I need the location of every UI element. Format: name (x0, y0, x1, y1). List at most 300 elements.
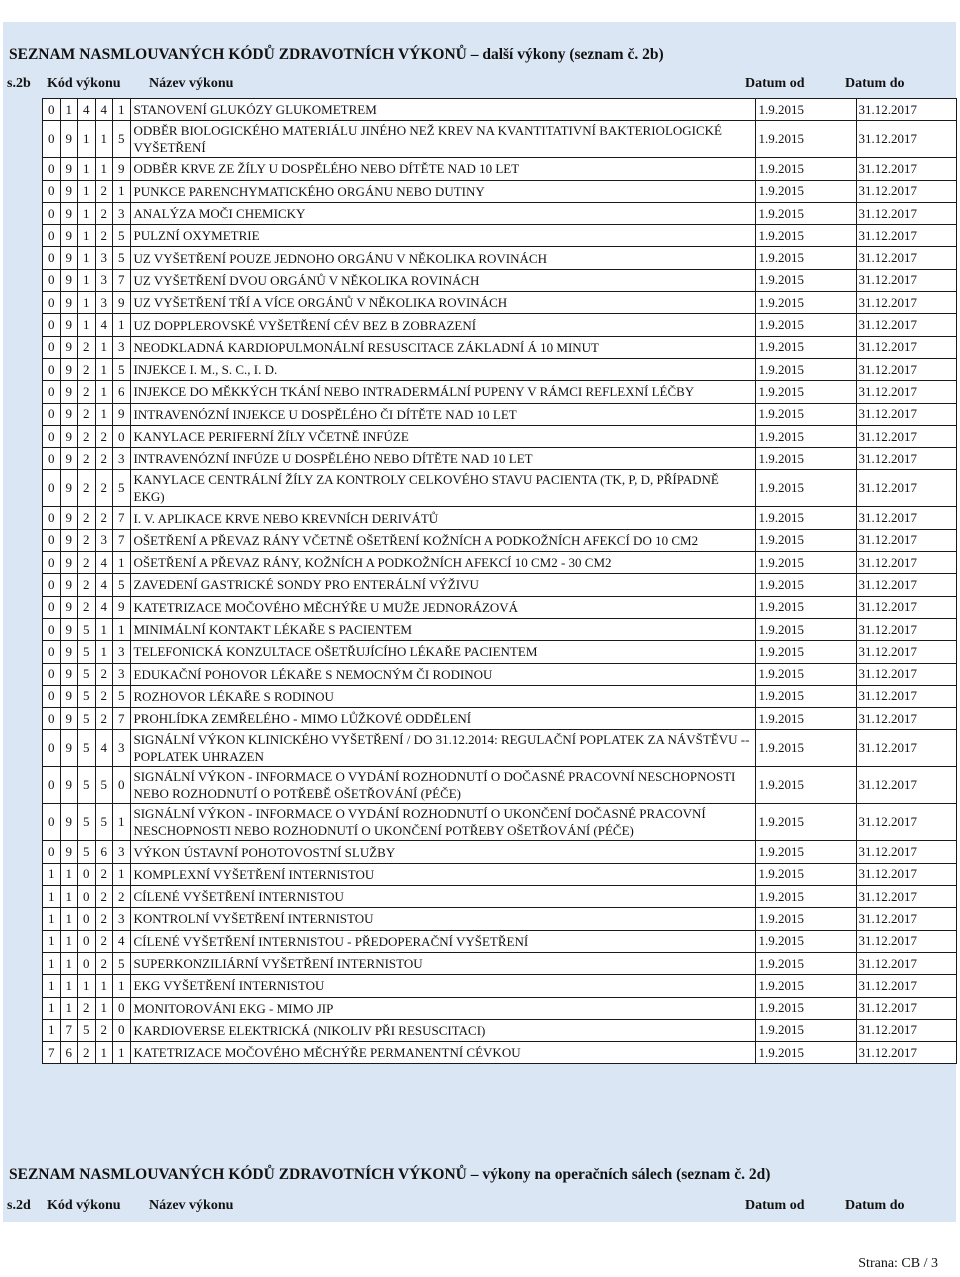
service-name: ANALÝZA MOČI CHEMICKY (130, 202, 755, 224)
date-from: 1.9.2015 (755, 202, 856, 224)
date-to: 31.12.2017 (856, 292, 956, 314)
date-to: 31.12.2017 (856, 663, 956, 685)
code-digit: 4 (95, 730, 113, 767)
code-digit: 9 (113, 596, 131, 618)
code-digit: 0 (78, 886, 96, 908)
code-digit: 5 (78, 618, 96, 640)
table-row (43, 952, 957, 974)
date-to: 31.12.2017 (856, 529, 956, 551)
code-digit: 1 (60, 975, 78, 997)
code-digit: 5 (113, 358, 131, 380)
header-date-to: Datum do (845, 1198, 905, 1213)
table-row (43, 225, 957, 247)
date-to: 31.12.2017 (856, 552, 956, 574)
table-row (43, 99, 957, 121)
code-digit: 3 (113, 730, 131, 767)
code-digit: 0 (43, 767, 61, 804)
date-to: 31.12.2017 (856, 225, 956, 247)
code-digit: 1 (113, 1042, 131, 1064)
section-title-2d: SEZNAM NASMLOUVANÝCH KÓDŮ ZDRAVOTNÍCH VÝKONŮ – výkony na operačních sálech (seznam č. 2d) (9, 1166, 771, 1183)
service-name: NEODKLADNÁ KARDIOPULMONÁLNÍ RESUSCITACE ZÁKLADNÍ Á 10 MINUT (130, 336, 755, 358)
date-to: 31.12.2017 (856, 269, 956, 291)
code-digit: 1 (113, 863, 131, 885)
code-digit: 3 (95, 269, 113, 291)
code-digit: 9 (60, 403, 78, 425)
code-digit: 9 (60, 804, 78, 841)
code-digit: 1 (113, 180, 131, 202)
date-from: 1.9.2015 (755, 685, 856, 707)
code-digit: 9 (60, 708, 78, 730)
code-digit: 2 (95, 425, 113, 447)
date-from: 1.9.2015 (755, 767, 856, 804)
code-digit: 0 (43, 358, 61, 380)
code-digit: 9 (60, 225, 78, 247)
table-row (43, 202, 957, 224)
code-digit: 9 (60, 529, 78, 551)
table-row (43, 767, 957, 804)
table-row (43, 841, 957, 863)
code-digit: 2 (95, 180, 113, 202)
code-digit: 5 (113, 952, 131, 974)
table-row (43, 663, 957, 685)
date-from: 1.9.2015 (755, 930, 856, 952)
services-table-2b (42, 98, 957, 1064)
code-digit: 1 (78, 292, 96, 314)
date-from: 1.9.2015 (755, 336, 856, 358)
code-digit: 1 (78, 158, 96, 180)
service-name: KATETRIZACE MOČOVÉHO MĚCHÝŘE U MUŽE JEDNORÁZOVÁ (130, 596, 755, 618)
date-from: 1.9.2015 (755, 247, 856, 269)
code-digit: 0 (43, 121, 61, 158)
code-digit: 1 (43, 908, 61, 930)
code-digit: 3 (113, 202, 131, 224)
date-from: 1.9.2015 (755, 425, 856, 447)
code-digit: 5 (113, 685, 131, 707)
header-name: Název výkonu (149, 76, 234, 91)
date-to: 31.12.2017 (856, 202, 956, 224)
code-digit: 9 (60, 202, 78, 224)
code-digit: 1 (43, 975, 61, 997)
service-name: ODBĚR BIOLOGICKÉHO MATERIÁLU JINÉHO NEŽ KREV NA KVANTITATIVNÍ BAKTERIOLOGICKÉ VYŠETŘENÍ (130, 121, 755, 158)
code-digit: 0 (43, 663, 61, 685)
code-digit: 1 (95, 158, 113, 180)
date-to: 31.12.2017 (856, 767, 956, 804)
table-row (43, 292, 957, 314)
date-from: 1.9.2015 (755, 886, 856, 908)
table-row (43, 574, 957, 596)
header-date-from: Datum od (745, 1198, 805, 1213)
table-row (43, 269, 957, 291)
table-row (43, 158, 957, 180)
date-to: 31.12.2017 (856, 507, 956, 529)
date-from: 1.9.2015 (755, 158, 856, 180)
code-digit: 9 (60, 730, 78, 767)
code-digit: 4 (113, 930, 131, 952)
table-row (43, 886, 957, 908)
code-digit: 3 (95, 247, 113, 269)
code-digit: 0 (43, 180, 61, 202)
service-name: SIGNÁLNÍ VÝKON KLINICKÉHO VYŠETŘENÍ / DO 31.12.2014: REGULAČNÍ POPLATEK ZA NÁVŠTĚVU -- POPLATEK UHRAZEN (130, 730, 755, 767)
table-row (43, 470, 957, 507)
date-to: 31.12.2017 (856, 314, 956, 336)
code-digit: 1 (95, 358, 113, 380)
code-digit: 3 (95, 292, 113, 314)
date-from: 1.9.2015 (755, 952, 856, 974)
code-digit: 9 (113, 158, 131, 180)
service-name: INTRAVENÓZNÍ INJEKCE U DOSPĚLÉHO ČI DÍTĚTE NAD 10 LET (130, 403, 755, 425)
service-name: ZAVEDENÍ GASTRICKÉ SONDY PRO ENTERÁLNÍ VÝŽIVU (130, 574, 755, 596)
table-row (43, 403, 957, 425)
code-digit: 5 (78, 641, 96, 663)
code-digit: 2 (95, 448, 113, 470)
code-digit: 9 (60, 381, 78, 403)
code-digit: 1 (113, 618, 131, 640)
code-digit: 5 (78, 730, 96, 767)
date-from: 1.9.2015 (755, 804, 856, 841)
service-name: KATETRIZACE MOČOVÉHO MĚCHÝŘE PERMANENTNÍ CÉVKOU (130, 1042, 755, 1064)
table-row (43, 358, 957, 380)
code-digit: 0 (43, 202, 61, 224)
code-digit: 1 (95, 121, 113, 158)
code-digit: 7 (43, 1042, 61, 1064)
code-digit: 2 (78, 336, 96, 358)
date-to: 31.12.2017 (856, 596, 956, 618)
date-from: 1.9.2015 (755, 358, 856, 380)
code-digit: 1 (78, 121, 96, 158)
code-digit: 0 (43, 336, 61, 358)
date-to: 31.12.2017 (856, 685, 956, 707)
service-name: UZ VYŠETŘENÍ TŘÍ A VÍCE ORGÁNŮ V NĚKOLIKA ROVINÁCH (130, 292, 755, 314)
service-name: EDUKAČNÍ POHOVOR LÉKAŘE S NEMOCNÝM ČI RODINOU (130, 663, 755, 685)
table-row (43, 336, 957, 358)
code-digit: 2 (95, 1019, 113, 1041)
service-name: SIGNÁLNÍ VÝKON - INFORMACE O VYDÁNÍ ROZHODNUTÍ O UKONČENÍ DOČASNÉ PRACOVNÍ NESCHOPNOSTI NEBO ROZHODNUTÍ O UKONČENÍ POTŘEBY OŠETŘOVÁNÍ (PÉČE) (130, 804, 755, 841)
code-digit: 6 (95, 841, 113, 863)
code-digit: 0 (43, 596, 61, 618)
table-row (43, 247, 957, 269)
service-name: UZ VYŠETŘENÍ POUZE JEDNOHO ORGÁNU V NĚKOLIKA ROVINÁCH (130, 247, 755, 269)
code-digit: 4 (95, 574, 113, 596)
date-to: 31.12.2017 (856, 247, 956, 269)
code-digit: 1 (95, 1042, 113, 1064)
code-digit: 1 (113, 99, 131, 121)
service-name: EKG VYŠETŘENÍ INTERNISTOU (130, 975, 755, 997)
code-digit: 9 (60, 180, 78, 202)
date-to: 31.12.2017 (856, 403, 956, 425)
code-digit: 0 (43, 269, 61, 291)
code-digit: 0 (43, 314, 61, 336)
service-name: ROZHOVOR LÉKAŘE S RODINOU (130, 685, 755, 707)
code-digit: 0 (113, 425, 131, 447)
code-digit: 1 (78, 247, 96, 269)
code-digit: 1 (78, 180, 96, 202)
code-digit: 2 (95, 930, 113, 952)
service-name: OŠETŘENÍ A PŘEVAZ RÁNY, KOŽNÍCH A PODKOŽNÍCH AFEKCÍ 10 CM2 - 30 CM2 (130, 552, 755, 574)
date-to: 31.12.2017 (856, 1019, 956, 1041)
code-digit: 9 (60, 269, 78, 291)
code-digit: 1 (78, 314, 96, 336)
code-digit: 3 (113, 908, 131, 930)
code-digit: 1 (60, 99, 78, 121)
code-digit: 0 (43, 247, 61, 269)
date-from: 1.9.2015 (755, 618, 856, 640)
code-digit: 1 (95, 641, 113, 663)
service-name: KANYLACE PERIFERNÍ ŽÍLY VČETNĚ INFÚZE (130, 425, 755, 447)
date-from: 1.9.2015 (755, 507, 856, 529)
date-to: 31.12.2017 (856, 358, 956, 380)
code-digit: 1 (43, 1019, 61, 1041)
date-from: 1.9.2015 (755, 641, 856, 663)
code-digit: 1 (78, 225, 96, 247)
code-digit: 3 (113, 663, 131, 685)
service-name: ODBĚR KRVE ZE ŽÍLY U DOSPĚLÉHO NEBO DÍTĚTE NAD 10 LET (130, 158, 755, 180)
code-digit: 1 (43, 886, 61, 908)
code-digit: 0 (113, 1019, 131, 1041)
code-digit: 2 (95, 708, 113, 730)
table-row (43, 730, 957, 767)
service-name: PULZNÍ OXYMETRIE (130, 225, 755, 247)
code-digit: 1 (43, 952, 61, 974)
code-digit: 5 (78, 685, 96, 707)
date-to: 31.12.2017 (856, 863, 956, 885)
code-digit: 2 (113, 886, 131, 908)
code-digit: 5 (113, 574, 131, 596)
date-from: 1.9.2015 (755, 596, 856, 618)
code-digit: 1 (113, 804, 131, 841)
code-digit: 1 (95, 975, 113, 997)
table-row (43, 180, 957, 202)
code-digit: 1 (60, 908, 78, 930)
code-digit: 7 (113, 507, 131, 529)
code-digit: 2 (78, 529, 96, 551)
code-digit: 1 (60, 952, 78, 974)
date-to: 31.12.2017 (856, 708, 956, 730)
date-from: 1.9.2015 (755, 121, 856, 158)
service-name: SIGNÁLNÍ VÝKON - INFORMACE O VYDÁNÍ ROZHODNUTÍ O DOČASNÉ PRACOVNÍ NESCHOPNOSTI NEBO ROZHODNUTÍ O POTŘEBĚ OŠETŘOVÁNÍ (PÉČE) (130, 767, 755, 804)
code-digit: 1 (95, 336, 113, 358)
code-digit: 5 (95, 767, 113, 804)
date-from: 1.9.2015 (755, 997, 856, 1019)
service-name: MONITOROVÁNI EKG - MIMO JIP (130, 997, 755, 1019)
code-digit: 1 (43, 863, 61, 885)
table-row (43, 908, 957, 930)
code-digit: 2 (95, 863, 113, 885)
code-digit: 0 (43, 507, 61, 529)
table-header-2b (3, 72, 956, 96)
date-to: 31.12.2017 (856, 886, 956, 908)
code-digit: 3 (95, 529, 113, 551)
code-digit: 6 (60, 1042, 78, 1064)
service-name: MINIMÁLNÍ KONTAKT LÉKAŘE S PACIENTEM (130, 618, 755, 640)
code-digit: 7 (60, 1019, 78, 1041)
code-digit: 1 (95, 381, 113, 403)
code-digit: 2 (78, 1042, 96, 1064)
code-digit: 9 (60, 574, 78, 596)
code-digit: 2 (95, 908, 113, 930)
service-name: KOMPLEXNÍ VYŠETŘENÍ INTERNISTOU (130, 863, 755, 885)
code-digit: 0 (43, 425, 61, 447)
code-digit: 2 (78, 574, 96, 596)
code-digit: 2 (95, 952, 113, 974)
table-row (43, 975, 957, 997)
code-digit: 2 (78, 358, 96, 380)
date-to: 31.12.2017 (856, 180, 956, 202)
code-digit: 9 (60, 314, 78, 336)
code-digit: 2 (95, 685, 113, 707)
code-digit: 3 (113, 841, 131, 863)
service-name: UZ VYŠETŘENÍ DVOU ORGÁNŮ V NĚKOLIKA ROVINÁCH (130, 269, 755, 291)
code-digit: 0 (43, 448, 61, 470)
date-to: 31.12.2017 (856, 641, 956, 663)
date-from: 1.9.2015 (755, 708, 856, 730)
code-digit: 1 (60, 863, 78, 885)
code-digit: 2 (78, 470, 96, 507)
code-digit: 5 (78, 708, 96, 730)
code-digit: 1 (95, 997, 113, 1019)
date-to: 31.12.2017 (856, 930, 956, 952)
table-row (43, 425, 957, 447)
table-row (43, 448, 957, 470)
service-name: OŠETŘENÍ A PŘEVAZ RÁNY VČETNĚ OŠETŘENÍ KOŽNÍCH A PODKOŽNÍCH AFEKCÍ DO 10 CM2 (130, 529, 755, 551)
code-digit: 0 (113, 997, 131, 1019)
date-from: 1.9.2015 (755, 99, 856, 121)
code-digit: 2 (78, 507, 96, 529)
code-digit: 2 (78, 425, 96, 447)
table-row (43, 804, 957, 841)
table-row (43, 596, 957, 618)
service-name: PUNKCE PARENCHYMATICKÉHO ORGÁNU NEBO DUTINY (130, 180, 755, 202)
code-digit: 0 (113, 767, 131, 804)
table-row (43, 685, 957, 707)
code-digit: 5 (78, 663, 96, 685)
date-from: 1.9.2015 (755, 574, 856, 596)
code-digit: 2 (78, 997, 96, 1019)
date-to: 31.12.2017 (856, 804, 956, 841)
code-digit: 9 (113, 403, 131, 425)
date-to: 31.12.2017 (856, 841, 956, 863)
table-row (43, 997, 957, 1019)
code-digit: 2 (95, 225, 113, 247)
code-digit: 4 (95, 552, 113, 574)
code-digit: 2 (78, 381, 96, 403)
date-from: 1.9.2015 (755, 975, 856, 997)
date-to: 31.12.2017 (856, 470, 956, 507)
date-from: 1.9.2015 (755, 292, 856, 314)
code-digit: 0 (43, 574, 61, 596)
code-digit: 9 (60, 425, 78, 447)
code-digit: 5 (95, 804, 113, 841)
code-digit: 2 (95, 507, 113, 529)
code-digit: 0 (43, 804, 61, 841)
code-digit: 9 (113, 292, 131, 314)
date-to: 31.12.2017 (856, 121, 956, 158)
code-digit: 2 (95, 470, 113, 507)
code-digit: 9 (60, 767, 78, 804)
date-from: 1.9.2015 (755, 1042, 856, 1064)
code-digit: 0 (78, 930, 96, 952)
code-digit: 0 (43, 470, 61, 507)
table-row (43, 708, 957, 730)
date-to: 31.12.2017 (856, 908, 956, 930)
date-from: 1.9.2015 (755, 180, 856, 202)
code-digit: 9 (60, 685, 78, 707)
date-to: 31.12.2017 (856, 1042, 956, 1064)
code-digit: 1 (113, 552, 131, 574)
table-header-2d (3, 1194, 956, 1218)
code-digit: 4 (95, 314, 113, 336)
code-digit: 0 (43, 641, 61, 663)
code-digit: 0 (43, 685, 61, 707)
code-digit: 5 (78, 1019, 96, 1041)
date-from: 1.9.2015 (755, 841, 856, 863)
service-name: KONTROLNÍ VYŠETŘENÍ INTERNISTOU (130, 908, 755, 930)
code-digit: 0 (43, 618, 61, 640)
date-from: 1.9.2015 (755, 908, 856, 930)
code-digit: 5 (113, 225, 131, 247)
header-section-code: s.2d (7, 1198, 31, 1213)
code-digit: 0 (78, 908, 96, 930)
code-digit: 2 (95, 663, 113, 685)
service-name: STANOVENÍ GLUKÓZY GLUKOMETREM (130, 99, 755, 121)
code-digit: 5 (78, 841, 96, 863)
code-digit: 0 (43, 841, 61, 863)
service-name: CÍLENÉ VYŠETŘENÍ INTERNISTOU (130, 886, 755, 908)
code-digit: 0 (43, 225, 61, 247)
table-row (43, 314, 957, 336)
date-to: 31.12.2017 (856, 158, 956, 180)
table-row (43, 618, 957, 640)
date-to: 31.12.2017 (856, 730, 956, 767)
code-digit: 0 (78, 952, 96, 974)
code-digit: 9 (60, 158, 78, 180)
header-name: Název výkonu (149, 1198, 234, 1213)
code-digit: 9 (60, 507, 78, 529)
code-digit: 9 (60, 292, 78, 314)
header-code: Kód výkonu (47, 1198, 121, 1213)
code-digit: 0 (43, 529, 61, 551)
service-name: INJEKCE I. M., S. C., I. D. (130, 358, 755, 380)
service-name: KARDIOVERSE ELEKTRICKÁ (NIKOLIV PŘI RESUSCITACI) (130, 1019, 755, 1041)
date-to: 31.12.2017 (856, 336, 956, 358)
code-digit: 9 (60, 336, 78, 358)
table-row (43, 507, 957, 529)
code-digit: 5 (113, 121, 131, 158)
code-digit: 7 (113, 529, 131, 551)
code-digit: 0 (43, 730, 61, 767)
code-digit: 0 (43, 552, 61, 574)
code-digit: 2 (78, 596, 96, 618)
header-code: Kód výkonu (47, 76, 121, 91)
date-from: 1.9.2015 (755, 730, 856, 767)
code-digit: 5 (113, 470, 131, 507)
code-digit: 6 (113, 381, 131, 403)
code-digit: 1 (95, 618, 113, 640)
service-name: I. V. APLIKACE KRVE NEBO KREVNÍCH DERIVÁTŮ (130, 507, 755, 529)
code-digit: 9 (60, 121, 78, 158)
service-name: TELEFONICKÁ KONZULTACE OŠETŘUJÍCÍHO LÉKAŘE PACIENTEM (130, 641, 755, 663)
date-to: 31.12.2017 (856, 618, 956, 640)
date-to: 31.12.2017 (856, 574, 956, 596)
date-to: 31.12.2017 (856, 952, 956, 974)
code-digit: 9 (60, 663, 78, 685)
code-digit: 7 (113, 269, 131, 291)
code-digit: 1 (78, 975, 96, 997)
code-digit: 0 (43, 381, 61, 403)
code-digit: 0 (43, 403, 61, 425)
service-name: KANYLACE CENTRÁLNÍ ŽÍLY ZA KONTROLY CELKOVÉHO STAVU PACIENTA (TK, P, D, PŘÍPADNĚ EKG) (130, 470, 755, 507)
date-from: 1.9.2015 (755, 314, 856, 336)
code-digit: 1 (60, 886, 78, 908)
